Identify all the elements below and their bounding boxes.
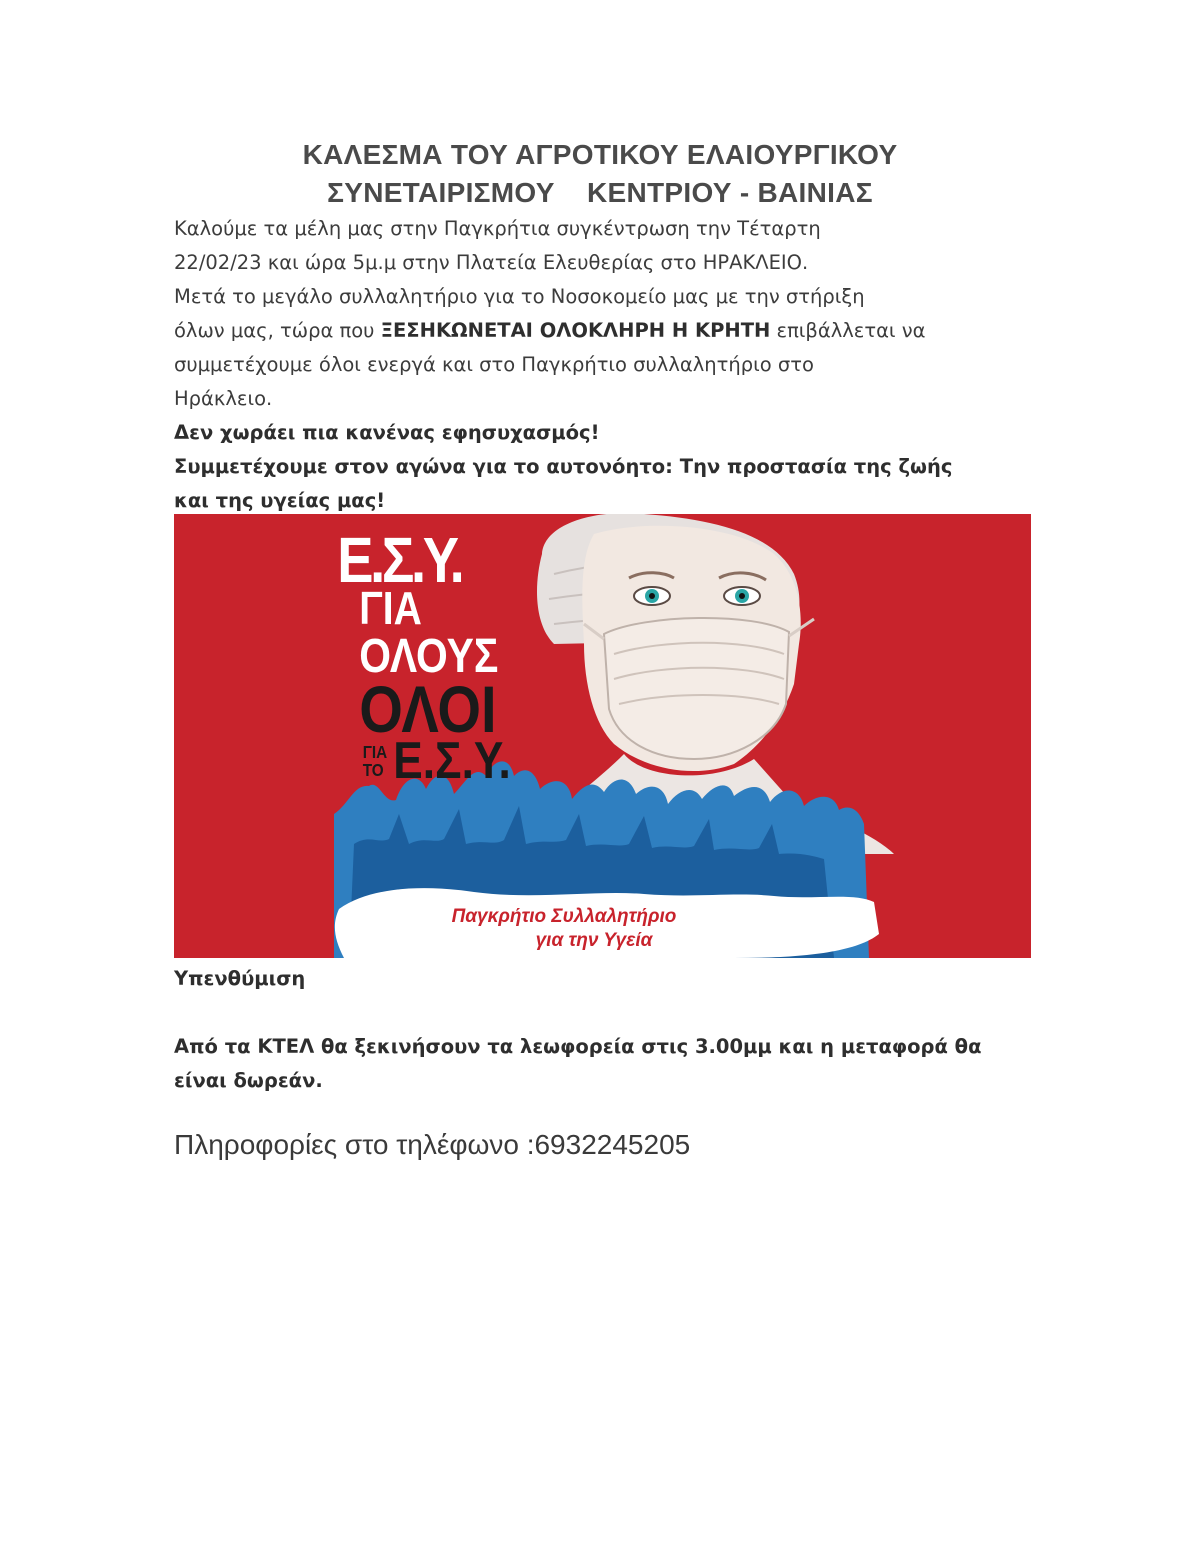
body-line-mixed [174,314,1034,348]
contact-info: Πληροφορίες στο τηλέφωνο :6932245205 [174,1129,691,1160]
document-title [0,136,1200,212]
slogan-gia: ΓΙΑ [359,583,422,635]
body-bold-line [174,416,1034,450]
slogan-gia-small: ΓΙΑ [362,741,388,763]
announcement-body [174,212,1034,518]
body-bold-text: Δεν χωράει πια κανένας εφησυχασμός! [174,421,600,444]
slogan-esy-top: Ε.Σ.Υ. [337,523,465,597]
body-bold-text: και της υγείας μας! [174,489,386,512]
rally-poster [174,514,1031,958]
body-text-segment: όλων μας, τώρα που [174,319,381,342]
slogan-to-small: ΤΟ [362,759,384,781]
poster-artwork [174,514,1031,958]
body-emphasis: ΞΕΣΗΚΩΝΕΤΑΙ ΟΛΟΚΛΗΡΗ Η ΚΡΗΤΗ [380,319,771,342]
body-line: Καλούμε τα μέλη μας στην Παγκρήτια συγκέντρωση την Τέταρτη [174,217,821,240]
body-line: 22/02/23 και ώρα 5μ.μ στην Πλατεία Ελευθερίας στο ΗΡΑΚΛΕΙΟ. [174,251,809,274]
body-bold-text: Συμμετέχουμε στον αγώνα για το αυτονόητο: Την προστασία της ζωής [174,455,953,478]
title-line-2: ΣΥΝΕΤΑΙΡΙΣΜΟΥ ΚΕΝΤΡΙΟΥ - ΒΑΙΝΙΑΣ [327,177,873,208]
slogan-esy-bottom: Ε.Σ.Υ. [393,731,511,790]
body-bold-line [174,484,1034,518]
bus-line: Από τα ΚΤΕΛ θα ξεκινήσουν τα λεωφορεία στις 3.00μμ και η μεταφορά θα [174,1035,982,1058]
slogan-olous: ΟΛΟΥΣ [359,629,499,683]
body-line: συμμετέχουμε όλοι ενεργά και στο Παγκρήτιο συλλαλητήριο στο [174,353,814,376]
face-mask [604,618,789,759]
title-line-1: ΚΑΛΕΣΜΑ ΤΟΥ ΑΓΡΟΤΙΚΟΥ ΕΛΑΙΟΥΡΓΙΚΟΥ [302,139,898,170]
body-line: Ηράκλειο. [174,387,273,410]
banner-line-1: Παγκρήτιο Συλλαλητήριο [451,906,677,927]
bus-line: είναι δωρεάν. [174,1069,323,1092]
body-text-segment: επιβάλλεται να [770,319,926,342]
slogan-oloi: ΟΛΟΙ [359,672,497,747]
bus-notice [174,1030,1034,1098]
reminder-heading: Υπενθύμιση [174,967,306,990]
body-bold-line [174,450,1034,484]
banner-line-2: για την Υγεία [535,930,653,951]
body-line: Μετά το μεγάλο συλλαλητήριο για το Νοσοκομείο μας με την στήριξη [174,285,865,308]
